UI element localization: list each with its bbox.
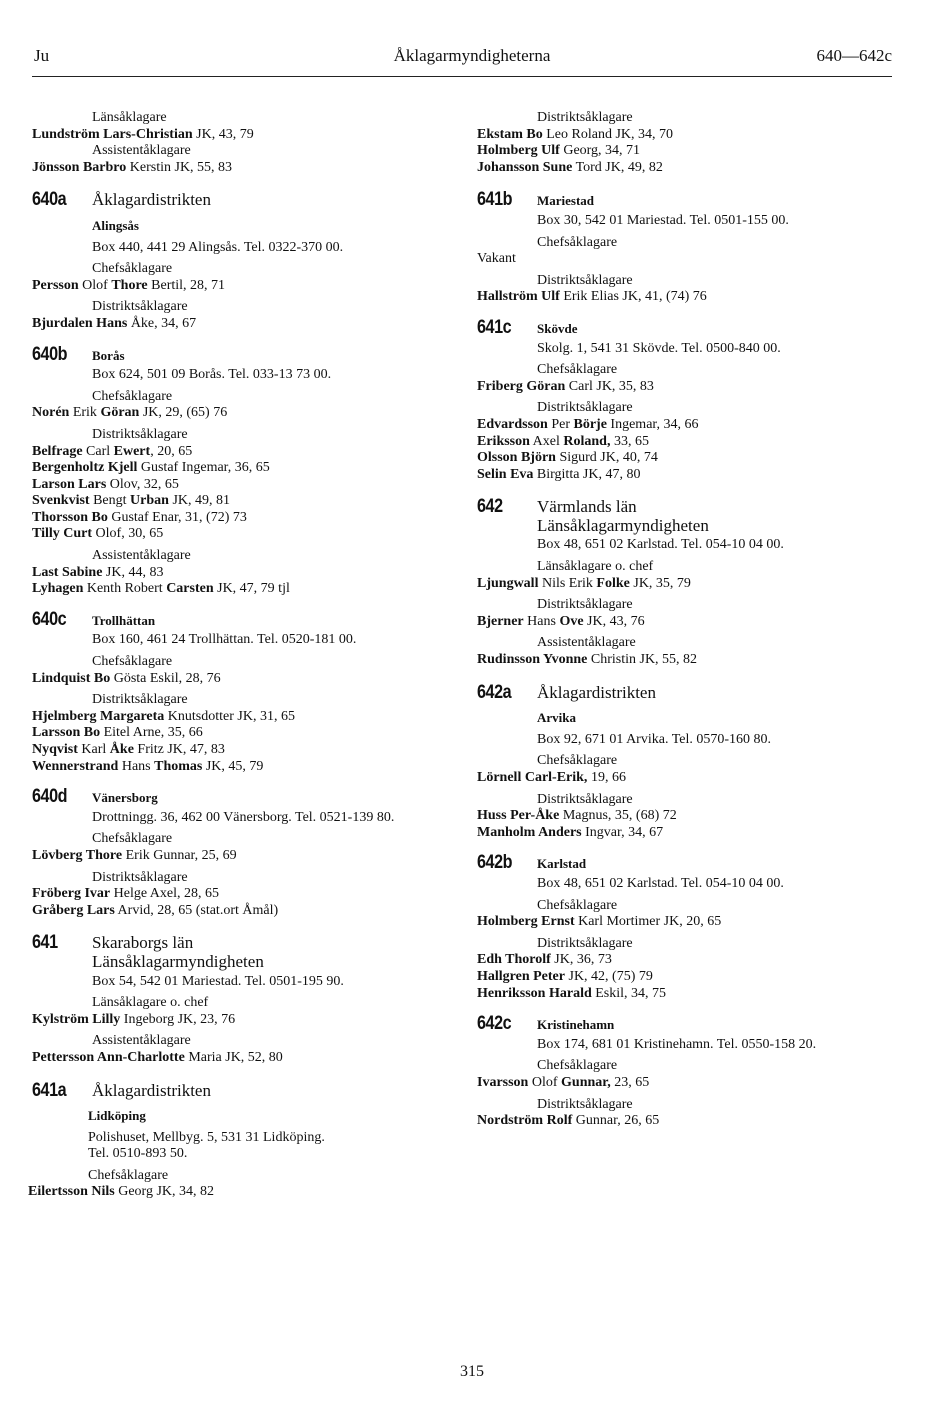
person-entry: Jönsson Barbro Kerstin JK, 55, 83 (32, 159, 233, 175)
section-title: Skaraborgs län (92, 933, 194, 953)
person-entry: Hallström Ulf Erik Elias JK, 41, (74) 76 (477, 289, 707, 305)
role-label: Länsåklagare o. chef (92, 995, 209, 1011)
address: Box 440, 441 29 Alingsås. Tel. 0322-370 00. (92, 239, 344, 255)
person-entry: Nyqvist Karl Åke Fritz JK, 47, 83 (32, 742, 225, 757)
person-entry: Olsson Björn Sigurd JK, 40, 74 (477, 450, 658, 466)
address: Box 48, 651 02 Karlstad. Tel. 054-10 04 00. (537, 537, 784, 553)
role-label: Assistentåklagare (537, 635, 636, 651)
section-title: Trollhättan (92, 612, 156, 628)
person-entry: Edh Thorolf JK, 36, 73 (477, 952, 612, 968)
person-entry: Ekstam Bo Leo Roland JK, 34, 70 (477, 126, 673, 142)
section-title: Värmlands län (537, 497, 637, 517)
section-heading-640d (32, 786, 462, 808)
address: Box 160, 461 24 Trollhättan. Tel. 0520-181 00. (92, 632, 357, 648)
person-entry: Edvardsson Per Börje Ingemar, 34, 66 (477, 416, 699, 432)
person-entry: Larsson Bo Eitel Arne, 35, 66 (32, 725, 203, 741)
role-label: Distriktsåklagare (92, 692, 188, 708)
person-entry: Persson Olof Thore Bertil, 28, 71 (32, 277, 226, 293)
role-label: Assistentåklagare (92, 143, 191, 159)
address: Box 48, 651 02 Karlstad. Tel. 054-10 04 00. (537, 875, 784, 891)
role-label: Chefsåklagare (537, 234, 618, 250)
header-rule (32, 76, 892, 77)
person-entry: Henriksson Harald Eskil, 34, 75 (477, 985, 667, 1001)
section-heading-642b (477, 852, 917, 874)
person-entry: Eriksson Axel Roland, 33, 65 (477, 433, 649, 449)
address: Box 30, 542 01 Mariestad. Tel. 0501-155 00. (537, 212, 789, 228)
person-entry: Lundström Lars-Christian JK, 43, 79 (32, 126, 254, 142)
person-entry: Belfrage Carl Ewert, 20, 65 (32, 443, 193, 459)
section-subtitle: Länsåklagarmyndigheten (537, 515, 709, 535)
left-column (28, 110, 462, 1201)
role-label: Chefsåklagare (92, 831, 173, 847)
section-code: 641c (477, 316, 512, 338)
section-heading-640a (32, 189, 462, 211)
person-entry: Hallgren Peter JK, 42, (75) 79 (477, 968, 653, 984)
section-code: 642c (477, 1013, 512, 1035)
section-heading-642c (477, 1013, 917, 1035)
section-code: 640c (32, 608, 67, 630)
person-entry: Ljungwall Nils Erik Folke JK, 35, 79 (477, 575, 691, 591)
section-code: 640a (32, 189, 67, 211)
role-label: Chefsåklagare (537, 1058, 618, 1074)
section-code: 642a (477, 681, 512, 703)
section-code: 642b (477, 852, 513, 874)
role-label: Chefsåklagare (92, 261, 173, 277)
section-title: Mariestad (537, 193, 595, 209)
person-entry: Lövberg Thore Erik Gunnar, 25, 69 (32, 847, 237, 863)
role-label: Distriktsåklagare (92, 869, 188, 885)
section-title: Vänersborg (92, 790, 158, 806)
person-entry: Friberg Göran Carl JK, 35, 83 (477, 378, 654, 394)
role-label: Distriktsåklagare (92, 426, 188, 442)
person-entry: Hjelmberg Margareta Knutsdotter JK, 31, 65 (32, 708, 295, 724)
address: Box 92, 671 01 Arvika. Tel. 0570-160 80. (537, 731, 772, 747)
role-label: Chefsåklagare (92, 654, 173, 670)
person-entry: Ivarsson Olof Gunnar, 23, 65 (477, 1074, 650, 1090)
role-label: Distriktsåklagare (537, 400, 633, 416)
address: Polishuset, Mellbyg. 5, 531 31 Lidköping. (88, 1129, 325, 1145)
person-entry: Tilly Curt Olof, 30, 65 (32, 526, 164, 542)
section-title: Kristinehamn (537, 1017, 615, 1033)
district-city: Lidköping (88, 1108, 146, 1124)
person-entry: Gråberg Lars Arvid, 28, 65 (stat.ort Åmål) (32, 902, 279, 918)
district-city: Alingsås (92, 217, 139, 233)
page-title: Åklagarmyndigheterna (393, 46, 551, 65)
person-entry: Svenkvist Bengt Urban JK, 49, 81 (32, 493, 230, 509)
address: Box 174, 681 01 Kristinehamn. Tel. 0550-158 20. (537, 1036, 817, 1052)
section-code: 640b (32, 343, 68, 365)
role-label: Distriktsåklagare (537, 1096, 633, 1112)
role-label: Distriktsåklagare (537, 110, 633, 125)
section-heading-641b (477, 189, 917, 211)
person-entry: Rudinsson Yvonne Christin JK, 55, 82 (477, 652, 698, 668)
vacant-entry: Vakant (477, 251, 516, 267)
role-label: Chefsåklagare (88, 1167, 169, 1183)
person-entry: Bjerner Hans Ove JK, 43, 76 (477, 613, 645, 629)
section-heading-641 (32, 932, 462, 954)
person-entry: Selin Eva Birgitta JK, 47, 80 (477, 466, 641, 482)
person-entry: Bjurdalen Hans Åke, 34, 67 (32, 315, 197, 331)
person-entry: Lindquist Bo Gösta Eskil, 28, 76 (32, 670, 221, 686)
role-label: Assistentåklagare (92, 548, 191, 564)
person-entry: Wennerstrand Hans Thomas JK, 45, 79 (32, 758, 264, 774)
address: Skolg. 1, 541 31 Skövde. Tel. 0500-840 00. (537, 340, 781, 356)
section-heading-642a (477, 681, 917, 703)
section-title: Åklagardistrikten (92, 190, 211, 210)
section-code: 640d (32, 786, 68, 808)
section-heading-642 (477, 496, 917, 518)
person-entry: Holmberg Ernst Karl Mortimer JK, 20, 65 (477, 914, 722, 930)
role-label: Distriktsåklagare (92, 299, 188, 315)
section-heading-641a (32, 1079, 462, 1101)
person-entry: Huss Per-Åke Magnus, 35, (68) 72 (477, 808, 677, 824)
person-entry: Johansson Sune Tord JK, 49, 82 (477, 159, 663, 175)
person-entry: Manholm Anders Ingvar, 34, 67 (477, 824, 664, 840)
person-entry: Holmberg Ulf Georg, 34, 71 (477, 143, 641, 159)
section-heading-641c (477, 316, 917, 338)
person-entry: Thorsson Bo Gustaf Enar, 31, (72) 73 (32, 509, 247, 525)
person-entry: Fröberg Ivar Helge Axel, 28, 65 (32, 886, 220, 902)
role-label: Länsåklagare (92, 110, 167, 125)
person-entry: Nordström Rolf Gunnar, 26, 65 (477, 1113, 660, 1129)
person-entry: Kylström Lilly Ingeborg JK, 23, 76 (32, 1011, 236, 1027)
right-column (477, 110, 917, 1130)
district-city: Arvika (537, 710, 576, 726)
section-title: Åklagardistrikten (92, 1080, 211, 1100)
address: Drottningg. 36, 462 00 Vänersborg. Tel. 0521-139 80. (92, 809, 395, 825)
role-label: Distriktsåklagare (537, 272, 633, 288)
address: Tel. 0510-893 50. (88, 1146, 188, 1162)
person-entry: Norén Erik Göran JK, 29, (65) 76 (32, 405, 228, 421)
section-title: Borås (92, 347, 125, 363)
person-entry: Eilertsson Nils Georg JK, 34, 82 (28, 1184, 215, 1200)
role-label: Chefsåklagare (537, 753, 618, 769)
role-label: Chefsåklagare (537, 897, 618, 913)
role-label: Länsåklagare o. chef (537, 559, 654, 575)
role-label: Distriktsåklagare (537, 935, 633, 951)
section-heading-640c (32, 608, 462, 630)
section-title: Skövde (537, 320, 578, 336)
section-title: Karlstad (537, 856, 587, 872)
address: Box 54, 542 01 Mariestad. Tel. 0501-195 90. (92, 973, 344, 989)
header-section-code: Ju (34, 46, 50, 65)
role-label: Chefsåklagare (537, 362, 618, 378)
address: Box 624, 501 09 Borås. Tel. 033-13 73 00. (92, 367, 332, 383)
section-code: 642 (477, 496, 503, 518)
section-title: Åklagardistrikten (537, 682, 656, 702)
page-number: 315 (460, 1363, 484, 1380)
person-entry: Lörnell Carl-Erik, 19, 66 (477, 770, 626, 785)
person-entry: Bergenholtz Kjell Gustaf Ingemar, 36, 65 (32, 460, 270, 476)
role-label: Distriktsåklagare (537, 791, 633, 807)
section-code: 641 (32, 932, 58, 954)
person-entry: Pettersson Ann-Charlotte Maria JK, 52, 80 (32, 1049, 283, 1065)
section-heading-640b (32, 343, 462, 365)
role-label: Chefsåklagare (92, 388, 173, 404)
role-label: Assistentåklagare (92, 1033, 191, 1049)
person-entry: Lyhagen Kenth Robert Carsten JK, 47, 79 tjl (32, 581, 290, 597)
person-entry: Last Sabine JK, 44, 83 (32, 564, 164, 580)
role-label: Distriktsåklagare (537, 597, 633, 613)
section-code: 641a (32, 1079, 67, 1101)
section-code: 641b (477, 189, 513, 211)
person-entry: Larson Lars Olov, 32, 65 (32, 476, 179, 492)
header-page-range: 640—642c (816, 46, 892, 65)
section-subtitle: Länsåklagarmyndigheten (92, 951, 264, 971)
